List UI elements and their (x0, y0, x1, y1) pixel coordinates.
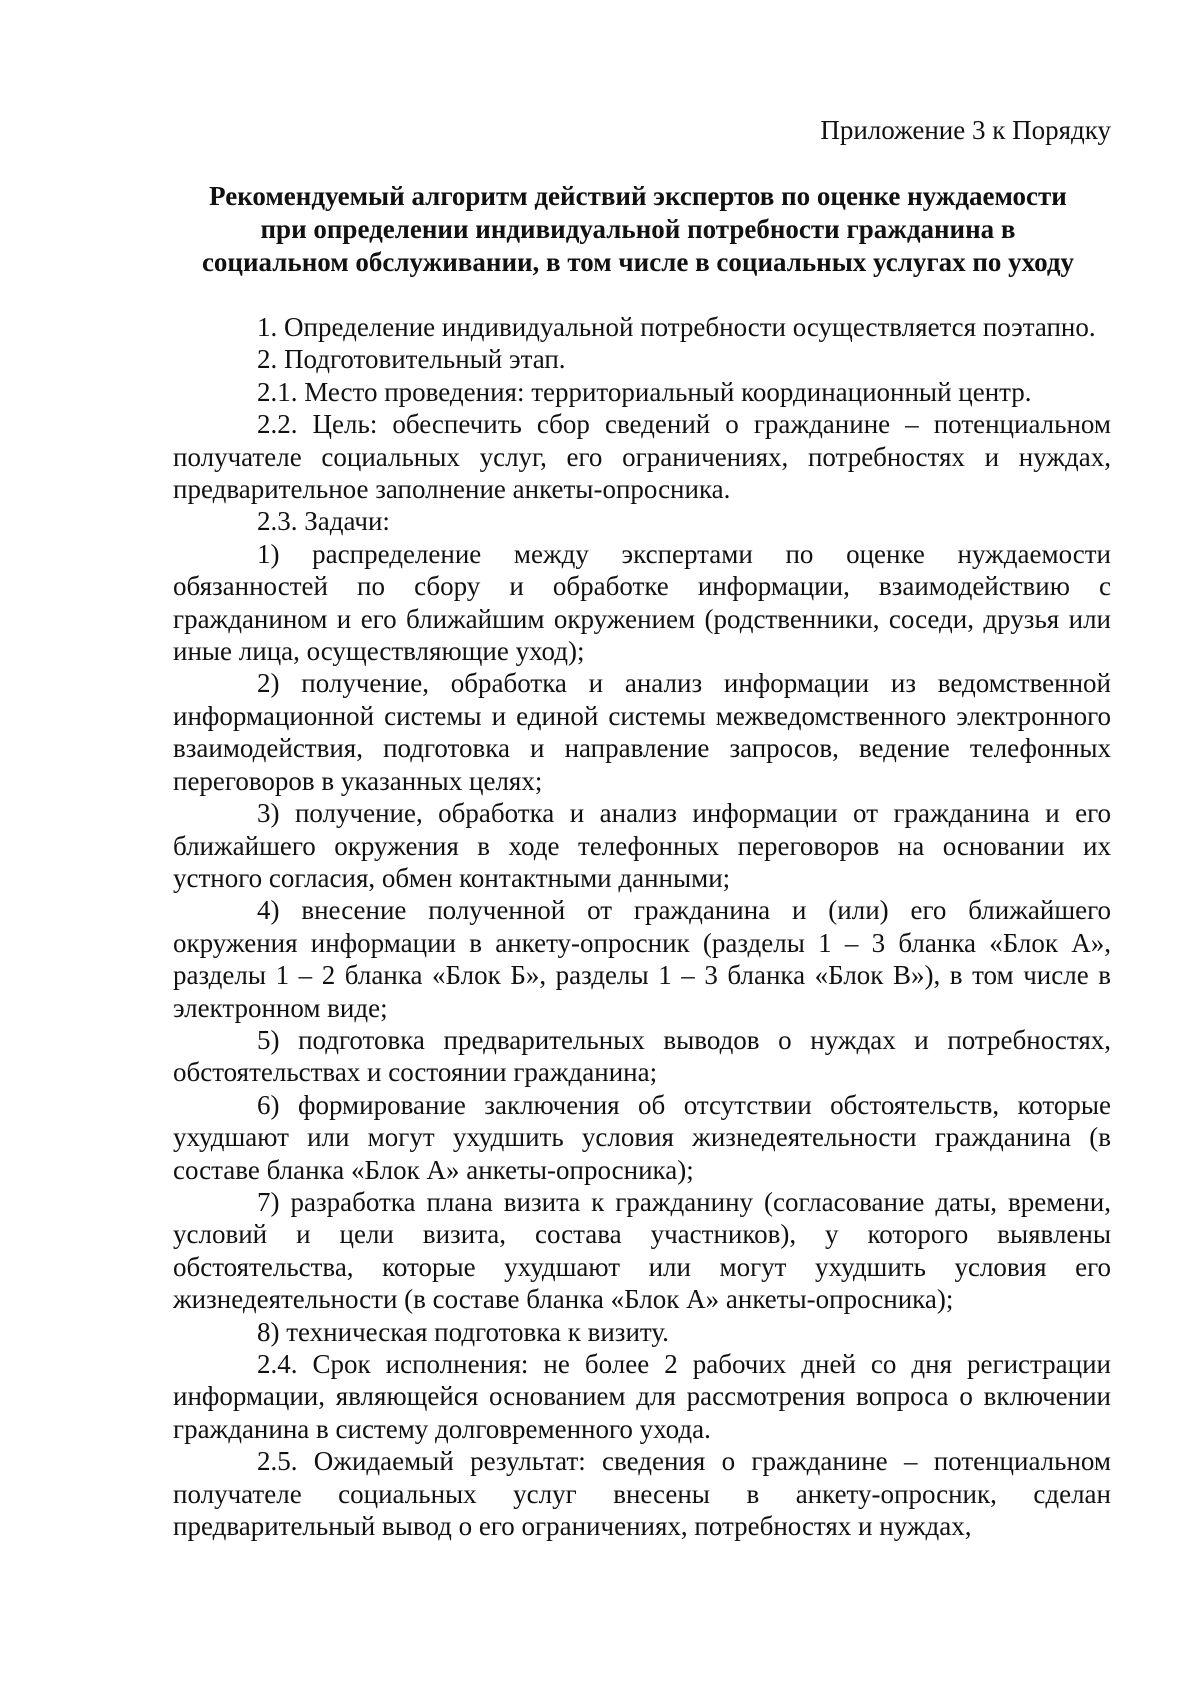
title-line: социальном обслуживании, в том числе в социальных услугах по уходу (201, 247, 1075, 277)
task-item-1: 1) распределение между экспертами по оценке нуждаемости обязанностей по сбору и обработке информации, взаимодействию с гражданином и его ближайшим окружением (родственники, соседи, друзья или иные лица, осуществляющие уход); (173, 538, 1111, 667)
title-line: при определении индивидуальной потребности гражданина в (260, 214, 1016, 244)
paragraph-2: 2. Подготовительный этап. (257, 344, 566, 375)
paragraph-2-1: 2.1. Место проведения: территориальный координационный центр. (257, 376, 1032, 407)
task-item-6: 6) формирование заключения об отсутствии обстоятельств, которые ухудшают или могут ухудшить условия жизнедеятельности гражданина (в составе бланка «Блок А» анкеты-опросника); (173, 1089, 1111, 1185)
task-item-7: 7) разработка плана визита к гражданину (согласование даты, времени, условий и цели визита, состава участников), у которого выявлены обстоятельства, которые ухудшают или могут ухудшить условия его жизнедеятельности (в составе бланка «Блок А» анкеты-опросника); (173, 1186, 1111, 1315)
document-title (165, 180, 1111, 279)
task-item-3: 3) получение, обработка и анализ информации от гражданина и его ближайшего окружения в ходе телефонных переговоров на основании их устного согласия, обмен контактными данными; (173, 798, 1111, 893)
paragraph-1: 1. Определение индивидуальной потребности осуществляется поэтапно. (257, 312, 1096, 342)
paragraph-2-2: 2.2. Цель: обеспечить сбор сведений о гражданине – потенциальном получателе социальных услуг, его ограничениях, потребностях и нуждах, предварительное заполнение анкеты-опросника. (173, 409, 1111, 505)
task-item-4: 4) внесение полученной от гражданина и (или) его ближайшего окружения информации в анкету-опросник (разделы 1 – 3 бланка «Блок А», разделы 1 – 2 бланка «Блок Б», разделы 1 – 3 бланка «Блок В»), в том числе в электронном виде; (173, 895, 1111, 1023)
task-item-8: 8) техническая подготовка к визиту. (257, 1316, 669, 1347)
paragraph-2-3: 2.3. Задачи: (257, 506, 390, 537)
document-body (173, 311, 1111, 1542)
appendix-note: Приложение 3 к Порядку (820, 115, 1111, 145)
paragraph-2-4: 2.4. Срок исполнения: не более 2 рабочих дней со дня регистрации информации, являющейся основанием для рассмотрения вопроса о включении гражданина в систему долговременного ухода. (173, 1349, 1111, 1444)
task-item-2: 2) получение, обработка и анализ информации из ведомственной информационной системы и единой системы межведомственного электронного взаимодействия, подготовка и направление запросов, ведение телефонных переговоров в указанных целях; (173, 668, 1111, 796)
title-line: Рекомендуемый алгоритм действий экспертов по оценке нуждаемости (209, 181, 1067, 211)
task-item-5: 5) подготовка предварительных выводов о нуждах и потребностях, обстоятельствах и состоянии гражданина; (173, 1024, 1111, 1088)
paragraph-2-5: 2.5. Ожидаемый результат: сведения о гражданине – потенциальном получателе социальных услуг внесены в анкету-опросник, сделан предварительный вывод о его ограничениях, потребностях и нуждах, (173, 1446, 1111, 1542)
